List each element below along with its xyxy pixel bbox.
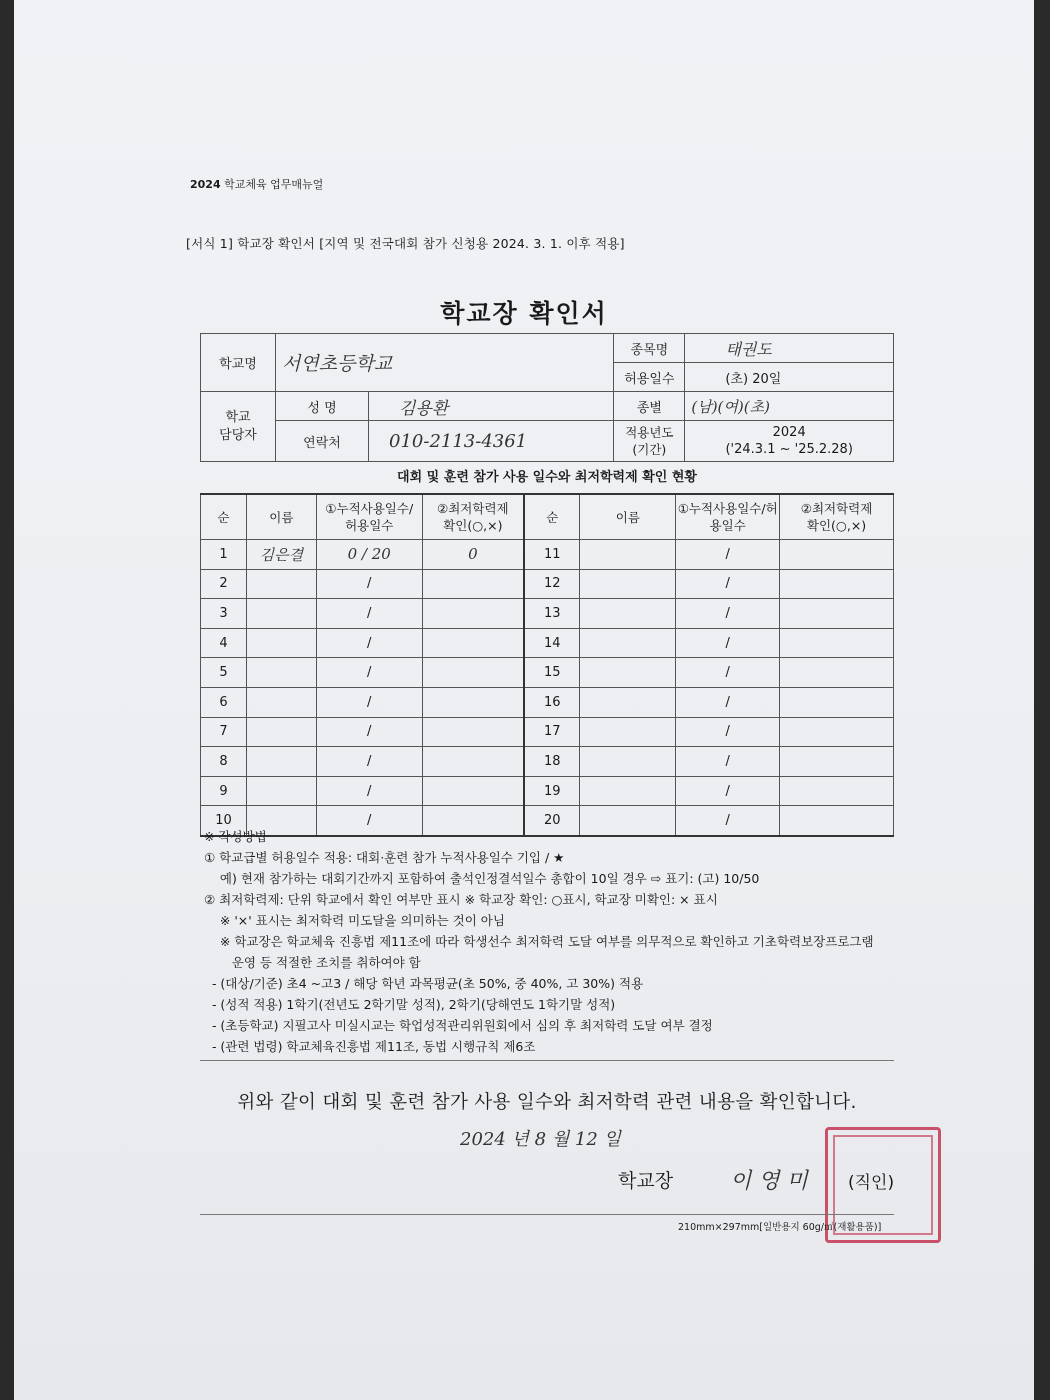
table-cell-ok1 <box>422 747 524 777</box>
header-year: 2024 <box>190 178 221 191</box>
table-cell-name2 <box>580 540 676 570</box>
column-header: ①누적사용일수/허 용일수 <box>676 494 780 540</box>
table-cell-ok2 <box>780 540 894 570</box>
name-label: 성 명 <box>276 392 369 421</box>
category-value: (남)(여)(초) <box>685 392 894 421</box>
instruction-line: - (초등학교) 지필고사 미실시교는 학업성적관리위원회에서 심의 후 최저학력 도달 여부 결정 <box>204 1018 713 1033</box>
instructions <box>204 826 904 1057</box>
instruction-line: - (대상/기준) 초4 ~고3 / 해당 학년 과목평균(초 50%, 중 40%, 고 30%) 적용 <box>204 976 644 991</box>
allowed-days-label: 허용일수 <box>614 363 685 392</box>
table-row <box>201 540 894 570</box>
column-header: 이름 <box>580 494 676 540</box>
table-cell-days1: / <box>316 658 422 688</box>
column-header: 이름 <box>246 494 316 540</box>
table-cell-name2 <box>580 687 676 717</box>
instruction-line: ※ 작성방법 <box>204 829 267 844</box>
instruction-line: ※ 학교장은 학교체육 진흥법 제11조에 따라 학생선수 최저학력 도달 여부를 의무적으로 확인하고 기초학력보장프로그램 <box>204 934 874 949</box>
table-cell-ok1 <box>422 658 524 688</box>
table-cell-n1: 10 <box>201 806 247 836</box>
year-value: 2024 <box>772 425 806 440</box>
column-header: 순 <box>524 494 580 540</box>
year-cell <box>685 421 894 462</box>
table-cell-days2: / <box>676 599 780 629</box>
table-cell-ok2 <box>780 747 894 777</box>
table-cell-ok2 <box>780 599 894 629</box>
table-cell-n1: 9 <box>201 776 247 806</box>
table-cell-n2: 16 <box>524 687 580 717</box>
table-cell-name2 <box>580 658 676 688</box>
principal-signature: 이 영 미 <box>730 1169 808 1194</box>
allowed-days-value: (초) 20일 <box>685 363 894 392</box>
table-cell-n2: 12 <box>524 569 580 599</box>
table-cell-name2 <box>580 628 676 658</box>
period-value: ('24.3.1 ~ '25.2.28) <box>725 442 853 457</box>
instruction-line: - (성적 적용) 1학기(전년도 2학기말 성적), 2학기(당해연도 1학기말 성적) <box>204 997 616 1012</box>
table-cell-days1: 0 / 20 <box>316 540 422 570</box>
table-cell-days2: / <box>676 658 780 688</box>
document-page <box>14 0 1034 1400</box>
table-cell-days1: / <box>316 717 422 747</box>
table-cell-n2: 15 <box>524 658 580 688</box>
instruction-line: 예) 현재 참가하는 대회기간까지 포함하여 출석인정결석일수 총합이 10일 경우 ⇨ 표기: (고) 10/50 <box>204 871 760 886</box>
table-cell-n1: 4 <box>201 628 247 658</box>
table-cell-days2: / <box>676 717 780 747</box>
table-cell-ok1 <box>422 776 524 806</box>
table-cell-name2 <box>580 747 676 777</box>
table-cell-days1: / <box>316 747 422 777</box>
table-cell-n1: 8 <box>201 747 247 777</box>
table-cell-name1 <box>246 599 316 629</box>
table-cell-n1: 7 <box>201 717 247 747</box>
table-cell-name1 <box>246 776 316 806</box>
table-cell-name2 <box>580 599 676 629</box>
document-title: 학교장 확인서 <box>440 299 608 328</box>
table-cell-days1: / <box>316 806 422 836</box>
table-cell-days2: / <box>676 540 780 570</box>
table-cell-days1: / <box>316 599 422 629</box>
header-manual: 학교체육 업무매뉴얼 <box>224 178 324 191</box>
table-row <box>201 658 894 688</box>
table-cell-ok1 <box>422 599 524 629</box>
school-value: 서연초등학교 <box>276 334 614 392</box>
table-cell-days2: / <box>676 687 780 717</box>
form-label: [서식 1] 학교장 확인서 [지역 및 전국대회 참가 신청용 2024. 3. 1. 이후 적용] <box>186 236 625 251</box>
signature-date: 2024 년 8 월 12 일 <box>460 1129 621 1150</box>
instruction-line: ② 최저학력제: 단위 학교에서 확인 여부만 표시 ※ 학교장 확인: ○표시, 학교장 미확인: × 표시 <box>204 892 718 907</box>
table-cell-ok1 <box>422 717 524 747</box>
table-row <box>201 599 894 629</box>
table-cell-name2 <box>580 776 676 806</box>
table-cell-name2 <box>580 717 676 747</box>
table-cell-days1: / <box>316 776 422 806</box>
section-caption: 대회 및 훈련 참가 사용 일수와 최저학력제 확인 현황 <box>397 470 697 485</box>
table-cell-n2: 13 <box>524 599 580 629</box>
table-cell-ok1: 0 <box>422 540 524 570</box>
table-cell-name1 <box>246 658 316 688</box>
table-cell-n2: 14 <box>524 628 580 658</box>
table-cell-ok2 <box>780 628 894 658</box>
table-cell-n2: 19 <box>524 776 580 806</box>
table-cell-name2 <box>580 569 676 599</box>
table-cell-days2: / <box>676 628 780 658</box>
info-table <box>200 333 894 462</box>
table-cell-ok2 <box>780 776 894 806</box>
divider-top <box>200 1060 894 1061</box>
table-cell-n1: 5 <box>201 658 247 688</box>
instruction-line: ① 학교급별 허용일수 적용: 대회·훈련 참가 누적사용일수 기입 / ★ <box>204 850 565 865</box>
table-cell-name1 <box>246 747 316 777</box>
table-cell-n2: 11 <box>524 540 580 570</box>
table-cell-n2: 20 <box>524 806 580 836</box>
table-cell-days2: / <box>676 747 780 777</box>
table-cell-ok2 <box>780 658 894 688</box>
table-cell-ok2 <box>780 569 894 599</box>
table-cell-ok2 <box>780 717 894 747</box>
table-cell-name1: 김은결 <box>246 540 316 570</box>
table-row <box>201 747 894 777</box>
table-cell-name1 <box>246 569 316 599</box>
table-cell-days1: / <box>316 628 422 658</box>
column-header: ②최저학력제 확인(○,×) <box>780 494 894 540</box>
column-header: ①누적사용일수/ 허용일수 <box>316 494 422 540</box>
manual-header <box>190 176 323 192</box>
participation-table <box>200 493 894 837</box>
confirm-statement: 위와 같이 대회 및 훈련 참가 사용 일수와 최저학력 관련 내용을 확인합니다. <box>237 1092 857 1113</box>
table-cell-ok2 <box>780 687 894 717</box>
table-cell-name1 <box>246 687 316 717</box>
instruction-line: ※ '×' 표시는 최저학력 미도달을 의미하는 것이 아님 <box>204 913 505 928</box>
instruction-line: 운영 등 적절한 조치를 취하여야 함 <box>204 955 421 970</box>
table-cell-n1: 3 <box>201 599 247 629</box>
seal-label: (직인) <box>848 1173 895 1193</box>
paper-spec: 210mm×297mm[일반용지 60g/㎡(재활용품)] <box>678 1222 882 1233</box>
table-row <box>201 569 894 599</box>
table-cell-n1: 6 <box>201 687 247 717</box>
contact-value: 010-2113-4361 <box>369 421 614 462</box>
table-cell-n2: 17 <box>524 717 580 747</box>
divider-bottom <box>200 1214 894 1215</box>
table-row <box>201 776 894 806</box>
table-cell-ok1 <box>422 569 524 599</box>
column-header: 순 <box>201 494 247 540</box>
school-label: 학교명 <box>201 334 276 392</box>
table-cell-days2: / <box>676 776 780 806</box>
table-cell-ok1 <box>422 687 524 717</box>
table-cell-n2: 18 <box>524 747 580 777</box>
table-cell-days1: / <box>316 569 422 599</box>
contact-label: 연락처 <box>276 421 369 462</box>
table-cell-ok1 <box>422 628 524 658</box>
principal-label: 학교장 <box>618 1170 674 1192</box>
column-header: ②최저학력제 확인(○,×) <box>422 494 524 540</box>
category-label: 종별 <box>614 392 685 421</box>
table-cell-days1: / <box>316 687 422 717</box>
instruction-line: - (관련 법령) 학교체육진흥법 제11조, 동법 시행규칙 제6조 <box>204 1039 536 1054</box>
table-row <box>201 628 894 658</box>
staff-label: 학교 담당자 <box>201 392 276 462</box>
sport-value: 태권도 <box>685 334 894 363</box>
table-cell-n1: 1 <box>201 540 247 570</box>
table-row <box>201 687 894 717</box>
table-cell-name1 <box>246 717 316 747</box>
year-label: 적용년도 (기간) <box>614 421 685 462</box>
table-cell-days2: / <box>676 569 780 599</box>
name-value: 김용환 <box>369 392 614 421</box>
table-cell-name1 <box>246 628 316 658</box>
table-row <box>201 717 894 747</box>
sport-label: 종목명 <box>614 334 685 363</box>
table-cell-days2: / <box>676 806 780 836</box>
table-cell-n1: 2 <box>201 569 247 599</box>
